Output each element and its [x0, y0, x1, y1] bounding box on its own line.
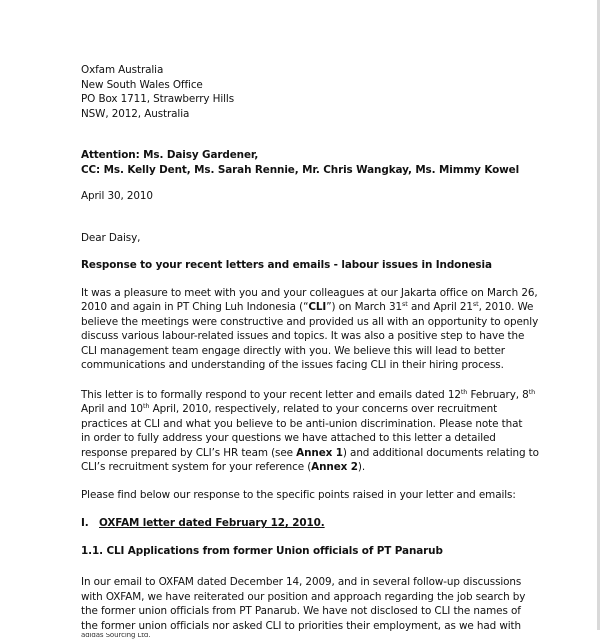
section-1-title: OXFAM letter dated February 12, 2010.: [99, 517, 325, 529]
p2-line-3: practices at CLI and what you believe to be anti-union discrimination. Please note that: [81, 417, 523, 430]
p1-line-4: discuss various labour-related issues and topics. It was also a positive step to have the: [81, 330, 525, 342]
paragraph-4: [81, 575, 526, 639]
sender-address: [81, 63, 513, 121]
attention-line: Attention: Ms. Daisy Gardener,: [81, 149, 259, 161]
sender-state: NSW, 2012, Australia: [81, 107, 190, 120]
section-1-number: I.: [81, 517, 89, 529]
p1-line-2: 2010 and again in PT Ching Luh Indonesia (“CLI”) on March 31st and April 21st, 2010. We: [81, 300, 534, 313]
p4-line-5-cut: adidas Sourcing Ltd.: [81, 633, 151, 639]
cc-line: CC: Ms. Kelly Dent, Ms. Sarah Rennie, Mr. Chris Wangkay, Ms. Mimmy Kowel: [81, 163, 520, 176]
p4-line-2: with OXFAM, we have reiterated our position and approach regarding the job search by: [81, 590, 526, 603]
letter-date: April 30, 2010: [81, 190, 153, 202]
p2-line-5: response prepared by CLI’s HR team (see Annex 1) and additional documents relating to: [81, 446, 539, 459]
salutation: Dear Daisy,: [81, 231, 141, 244]
p2-line-2: April and 10th April, 2010, respectively, related to your concerns over recruitment: [81, 402, 498, 415]
recipients: [81, 148, 520, 177]
paragraph-3: Please find below our response to the specific points raised in your letter and emails:: [81, 488, 516, 501]
section-1-1-heading: 1.1. CLI Applications from former Union officials of PT Panarub: [81, 544, 443, 557]
p4-line-3: the former union officials from PT Panarub. We have not disclosed to CLI the names of: [81, 605, 521, 617]
p2-line-1: This letter is to formally respond to your recent letter and emails dated 12th February, 8th: [81, 387, 536, 401]
section-1-heading: [81, 516, 513, 531]
subject-line: Response to your recent letters and emails - labour issues in Indonesia: [81, 259, 492, 271]
sender-po-box: PO Box 1711, Strawberry Hills: [81, 93, 235, 105]
paragraph-2: [81, 387, 539, 475]
p4-line-4: the former union officials nor asked CLI to priorities their employment, as we had with: [81, 619, 521, 632]
letter-page: [81, 63, 539, 639]
p4-line-1: In our email to OXFAM dated December 14, 2009, and in several follow-up discussions: [81, 576, 522, 588]
p1-line-1: It was a pleasure to meet with you and your colleagues at our Jakarta office on March 26,: [81, 286, 538, 299]
p1-line-5: CLI management team engage directly with you. We believe this will lead to better: [81, 344, 505, 357]
sender-office: New South Wales Office: [81, 78, 203, 91]
p1-line-3: believe the meetings were constructive and provided us all with an opportunity to openly: [81, 315, 539, 328]
paragraph-1: [81, 286, 539, 373]
p1-line-6: communications and understanding of the issues facing CLI in their hiring process.: [81, 359, 504, 371]
p2-line-4: in order to fully address your questions we have attached to this letter a detailed: [81, 432, 496, 444]
sender-org: Oxfam Australia: [81, 64, 164, 76]
p2-line-6: CLI’s recruitment system for your reference (Annex 2).: [81, 461, 366, 473]
